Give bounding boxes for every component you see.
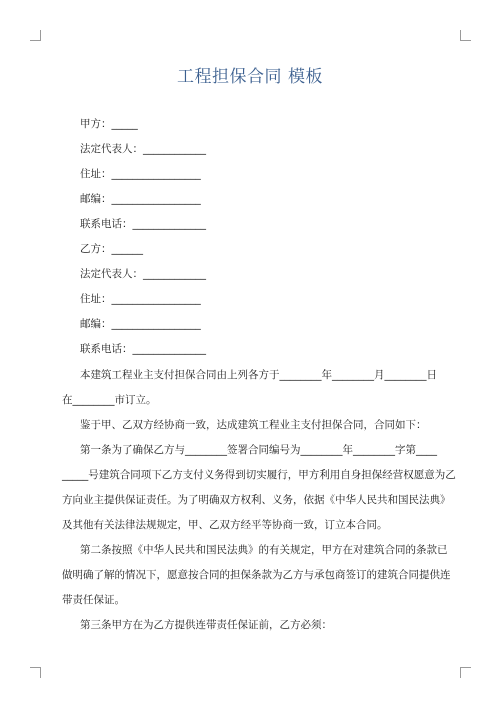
field-address-a: 住址：_________________ — [80, 168, 201, 180]
paragraph-signing-date: 本建筑工程业主支付担保合同由上列各方于________年________月________日 — [80, 369, 437, 381]
field-party-b: 乙方：______ — [80, 243, 143, 255]
paragraph-article-1-line-3: 方向业主提供保证责任。为了明确双方权利、义务，依据《中华人民共和国民法典》 — [62, 494, 451, 506]
field-phone-a: 联系电话：______________ — [80, 218, 206, 230]
crop-mark-top-right — [460, 30, 471, 41]
crop-mark-top-left — [30, 30, 41, 41]
paragraph-article-3: 第三条甲方在为乙方提供连带责任保证前，乙方必须： — [80, 619, 332, 631]
paragraph-article-2-line-3: 带责任保证。 — [62, 594, 125, 606]
paragraph-article-1-line-2: _____号建筑合同项下乙方支付义务得到切实履行，甲方利用自身担保经营权愿意为乙 — [62, 469, 456, 481]
field-phone-b: 联系电话：______________ — [80, 343, 206, 355]
field-address-b: 住址：_________________ — [80, 293, 201, 305]
paragraph-article-1-line-4: 及其他有关法律法规规定，甲、乙双方经平等协商一致，订立本合同。 — [62, 519, 388, 531]
paragraph-article-2-line-2: 做明确了解的情况下，愿意按合同的担保条款为乙方与承包商签订的建筑合同提供连 — [62, 569, 451, 581]
field-legal-rep-a: 法定代表人：____________ — [80, 143, 206, 155]
document-title: 工程担保合同 模板 — [177, 67, 323, 87]
field-party-a: 甲方：_____ — [80, 118, 138, 130]
crop-mark-bottom-left — [30, 667, 41, 678]
paragraph-article-2-line-1: 第二条按照《中华人民共和国民法典》的有关规定，甲方在对建筑合同的条款已 — [80, 544, 448, 556]
paragraph-signing-place: 在________市订立。 — [62, 394, 157, 406]
field-postcode-b: 邮编：_________________ — [80, 318, 201, 330]
field-legal-rep-b: 法定代表人：____________ — [80, 268, 206, 280]
paragraph-whereas: 鉴于甲、乙双方经协商一致，达成建筑工程业主支付担保合同，合同如下： — [80, 419, 427, 431]
field-postcode-a: 邮编：_________________ — [80, 193, 201, 205]
crop-mark-bottom-right — [460, 667, 471, 678]
paragraph-article-1-line-1: 第一条为了确保乙方与________签署合同编号为________年________字第____ — [80, 444, 437, 456]
